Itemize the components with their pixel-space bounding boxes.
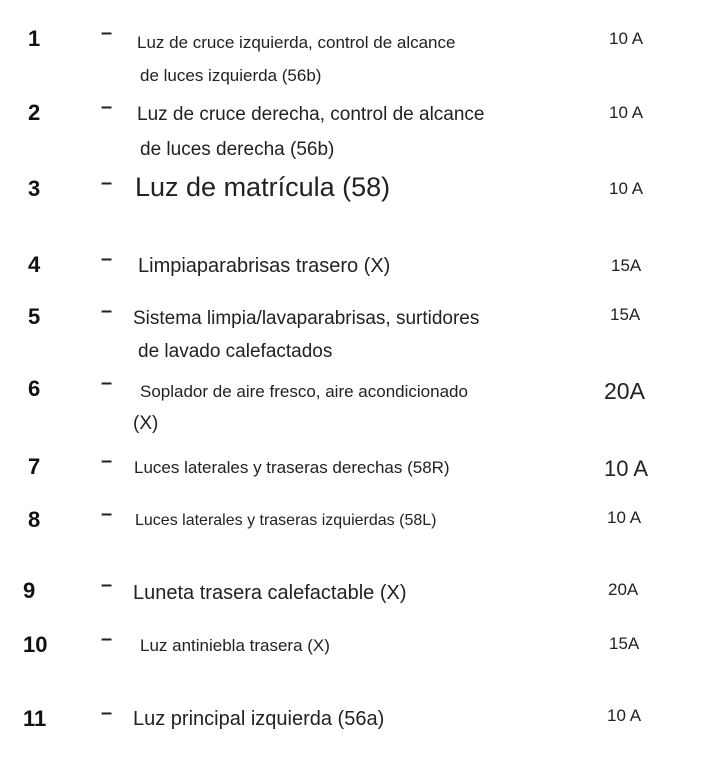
fuse-amperage: 10 A xyxy=(604,456,649,481)
fuse-description: Luces laterales y traseras izquierdas (58L) xyxy=(135,512,437,529)
fuse-description-cont: de luces derecha (56b) xyxy=(140,139,335,160)
fuse-description-cont: (X) xyxy=(133,413,159,434)
fuse-number: 9 xyxy=(23,578,36,603)
dash: – xyxy=(101,172,113,194)
dash: – xyxy=(101,248,113,270)
fuse-description: Luz principal izquierda (56a) xyxy=(133,708,385,730)
fuse-amperage: 10 A xyxy=(609,179,644,198)
fuse-number: 10 xyxy=(23,632,48,657)
fuse-number: 2 xyxy=(28,100,41,125)
fuse-description-cont: de luces izquierda (56b) xyxy=(140,66,322,85)
fuse-amperage: 10 A xyxy=(609,103,644,122)
fuse-number: 4 xyxy=(28,252,41,277)
dash: – xyxy=(101,300,113,322)
dash: – xyxy=(101,372,113,394)
fuse-description-cont: de lavado calefactados xyxy=(138,341,333,362)
fuse-description: Luneta trasera calefactable (X) xyxy=(133,582,407,604)
dash: – xyxy=(101,574,113,596)
dash: – xyxy=(101,450,113,472)
fuse-description: Soplador de aire fresco, aire acondicionado xyxy=(140,382,468,401)
fuse-amperage: 20A xyxy=(604,378,645,404)
fuse-description: Luz de matrícula (58) xyxy=(135,172,391,202)
fuse-amperage: 10 A xyxy=(607,508,642,527)
fuse-number: 7 xyxy=(28,454,41,479)
fuse-number: 5 xyxy=(28,304,41,329)
fuse-amperage: 15A xyxy=(610,305,641,324)
fuse-number: 11 xyxy=(23,706,47,731)
fuse-number: 1 xyxy=(28,26,41,51)
fuse-number: 6 xyxy=(28,376,41,401)
fuse-amperage: 15A xyxy=(609,634,640,653)
dash: – xyxy=(101,702,113,724)
fuse-description: Luz antiniebla trasera (X) xyxy=(140,636,330,655)
dash: – xyxy=(101,22,113,44)
fuse-amperage: 15A xyxy=(611,256,642,275)
dash: – xyxy=(101,503,113,525)
dash: – xyxy=(101,628,113,650)
dash: – xyxy=(101,96,113,118)
fuse-amperage: 20A xyxy=(608,580,639,599)
fuse-description: Luces laterales y traseras derechas (58R) xyxy=(134,458,450,477)
fuse-description: Sistema limpia/lavaparabrisas, surtidores xyxy=(133,308,480,329)
fuse-description: Luz de cruce derecha, control de alcance xyxy=(137,104,485,125)
fuse-description: Limpiaparabrisas trasero (X) xyxy=(138,255,391,277)
fuse-description: Luz de cruce izquierda, control de alcance xyxy=(137,33,456,52)
fuse-amperage: 10 A xyxy=(607,706,642,725)
fuse-number: 8 xyxy=(28,507,41,532)
fuse-amperage: 10 A xyxy=(609,29,644,48)
fuse-number: 3 xyxy=(28,176,41,201)
